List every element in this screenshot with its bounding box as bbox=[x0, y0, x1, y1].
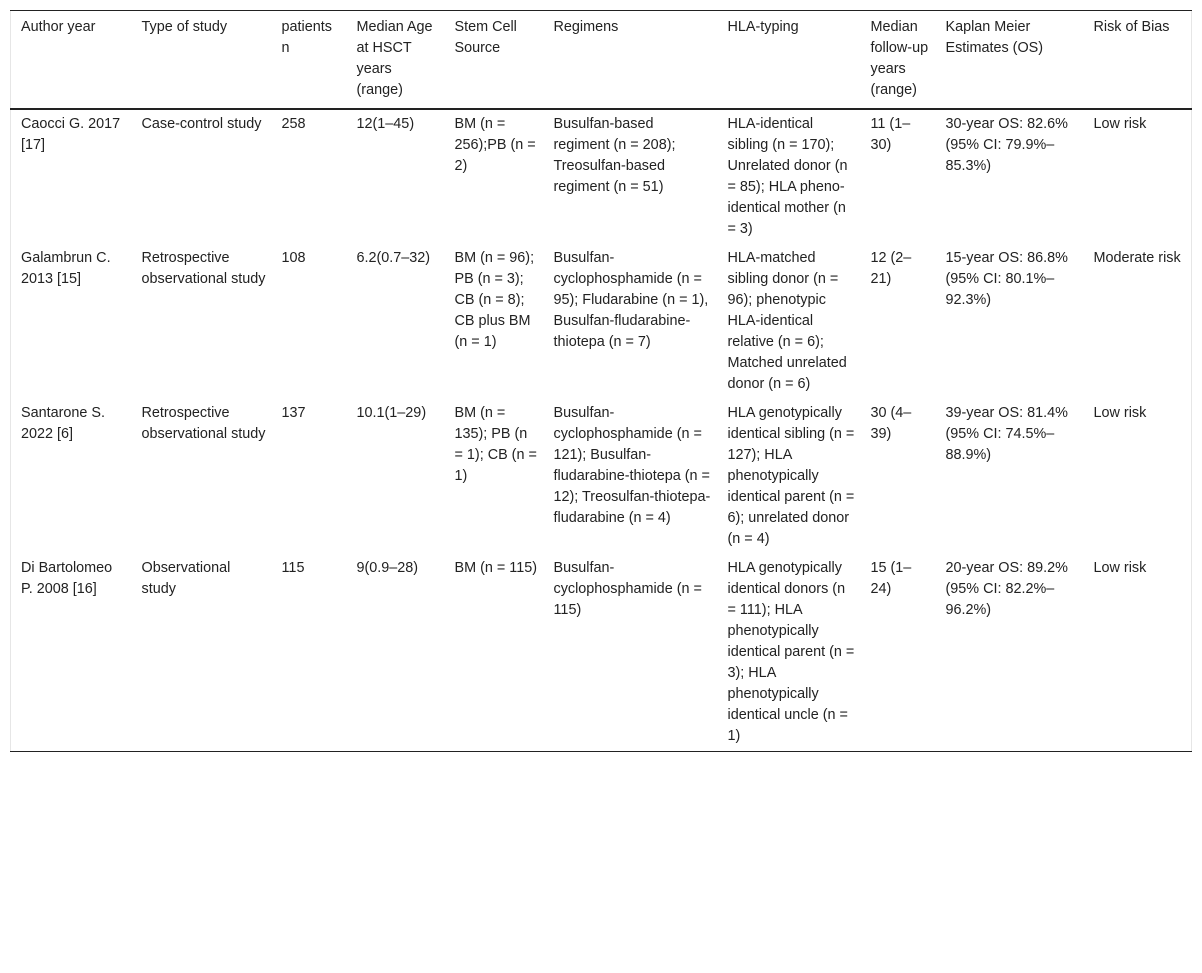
header-patients: patients n bbox=[281, 19, 332, 56]
header-median-age: Median Age at HSCT years (range) bbox=[356, 19, 433, 98]
header-author-year: Author year bbox=[21, 19, 96, 35]
cell-regimens: Busulfan-cyclophosphamide (n = 95); Fludarabine (n = 1), Busulfan-fludarabine-thiotepa (n = 7) bbox=[553, 250, 709, 350]
table-row bbox=[11, 399, 1192, 554]
cell-kaplan-meier: 20-year OS: 89.2% (95% CI: 82.2%–96.2%) bbox=[945, 560, 1068, 618]
cell-stem-cell-source: BM (n = 96); PB (n = 3); CB (n = 8); CB plus BM (n = 1) bbox=[454, 250, 535, 350]
cell-regimens: Busulfan-based regiment (n = 208); Treosulfan-based regiment (n = 51) bbox=[553, 116, 676, 195]
cell-median-age: 12(1–45) bbox=[356, 116, 415, 132]
cell-median-age: 10.1(1–29) bbox=[356, 405, 427, 421]
cell-median-age: 6.2(0.7–32) bbox=[356, 250, 431, 266]
cell-stem-cell-source: BM (n = 135); PB (n = 1); CB (n = 1) bbox=[454, 405, 537, 484]
header-hla-typing: HLA-typing bbox=[727, 19, 799, 35]
cell-kaplan-meier: 39-year OS: 81.4% (95% CI: 74.5%–88.9%) bbox=[945, 405, 1068, 463]
header-risk-of-bias: Risk of Bias bbox=[1093, 19, 1170, 35]
cell-risk-of-bias: Low risk bbox=[1093, 405, 1147, 421]
cell-hla-typing: HLA genotypically identical sibling (n = 127); HLA phenotypically identical parent (n = 6); unrelated donor (n = 4) bbox=[727, 405, 855, 547]
cell-patients: 115 bbox=[281, 560, 305, 576]
cell-regimens: Busulfan-cyclophosphamide (n = 115) bbox=[553, 560, 702, 618]
cell-hla-typing: HLA genotypically identical donors (n = 111); HLA phenotypically identical parent (n = 3); HLA phenotypically identical uncle (n = 1) bbox=[727, 560, 855, 744]
cell-stem-cell-source: BM (n = 256);PB (n = 2) bbox=[454, 116, 536, 174]
cell-author-year: Caocci G. 2017 [17] bbox=[21, 116, 121, 153]
cell-hla-typing: HLA-identical sibling (n = 170); Unrelated donor (n = 85); HLA pheno-identical mother (n = 3) bbox=[727, 116, 848, 237]
table-row bbox=[11, 554, 1192, 752]
cell-type-of-study: Case-control study bbox=[141, 116, 262, 132]
cell-stem-cell-source: BM (n = 115) bbox=[454, 560, 538, 576]
cell-median-follow-up: 30 (4–39) bbox=[870, 405, 912, 442]
table-row bbox=[11, 244, 1192, 399]
cell-kaplan-meier: 15-year OS: 86.8% (95% CI: 80.1%–92.3%) bbox=[945, 250, 1068, 308]
header-kaplan-meier: Kaplan Meier Estimates (OS) bbox=[945, 19, 1044, 56]
cell-median-age: 9(0.9–28) bbox=[356, 560, 419, 576]
header-type-of-study: Type of study bbox=[141, 19, 228, 35]
cell-hla-typing: HLA-matched sibling donor (n = 96); phenotypic HLA-identical relative (n = 6); Matched unrelated donor (n = 6) bbox=[727, 250, 847, 392]
cell-risk-of-bias: Low risk bbox=[1093, 116, 1147, 132]
cell-median-follow-up: 12 (2–21) bbox=[870, 250, 912, 287]
cell-patients: 258 bbox=[281, 116, 306, 132]
table-row bbox=[11, 109, 1192, 244]
cell-author-year: Galambrun C. 2013 [15] bbox=[21, 250, 111, 287]
header-median-follow-up: Median follow-up years (range) bbox=[870, 19, 929, 98]
cell-regimens: Busulfan-cyclophosphamide (n = 121); Busulfan-fludarabine-thiotepa (n = 12); Treosulfan-thiotepa-fludarabine (n = 4) bbox=[553, 405, 711, 526]
cell-patients: 137 bbox=[281, 405, 306, 421]
cell-median-follow-up: 11 (1–30) bbox=[870, 116, 911, 153]
cell-type-of-study: Observational study bbox=[141, 560, 231, 597]
header-regimens: Regimens bbox=[553, 19, 619, 35]
cell-type-of-study: Retrospective observational study bbox=[141, 405, 266, 442]
study-table bbox=[10, 10, 1192, 752]
cell-type-of-study: Retrospective observational study bbox=[141, 250, 266, 287]
cell-kaplan-meier: 30-year OS: 82.6% (95% CI: 79.9%–85.3%) bbox=[945, 116, 1068, 174]
header-stem-cell-source: Stem Cell Source bbox=[454, 19, 517, 56]
table-header-row bbox=[11, 11, 1192, 110]
cell-author-year: Santarone S. 2022 [6] bbox=[21, 405, 106, 442]
cell-median-follow-up: 15 (1–24) bbox=[870, 560, 912, 597]
cell-risk-of-bias: Low risk bbox=[1093, 560, 1147, 576]
cell-risk-of-bias: Moderate risk bbox=[1093, 250, 1181, 266]
cell-patients: 108 bbox=[281, 250, 306, 266]
cell-author-year: Di Bartolomeo P. 2008 [16] bbox=[21, 560, 113, 597]
